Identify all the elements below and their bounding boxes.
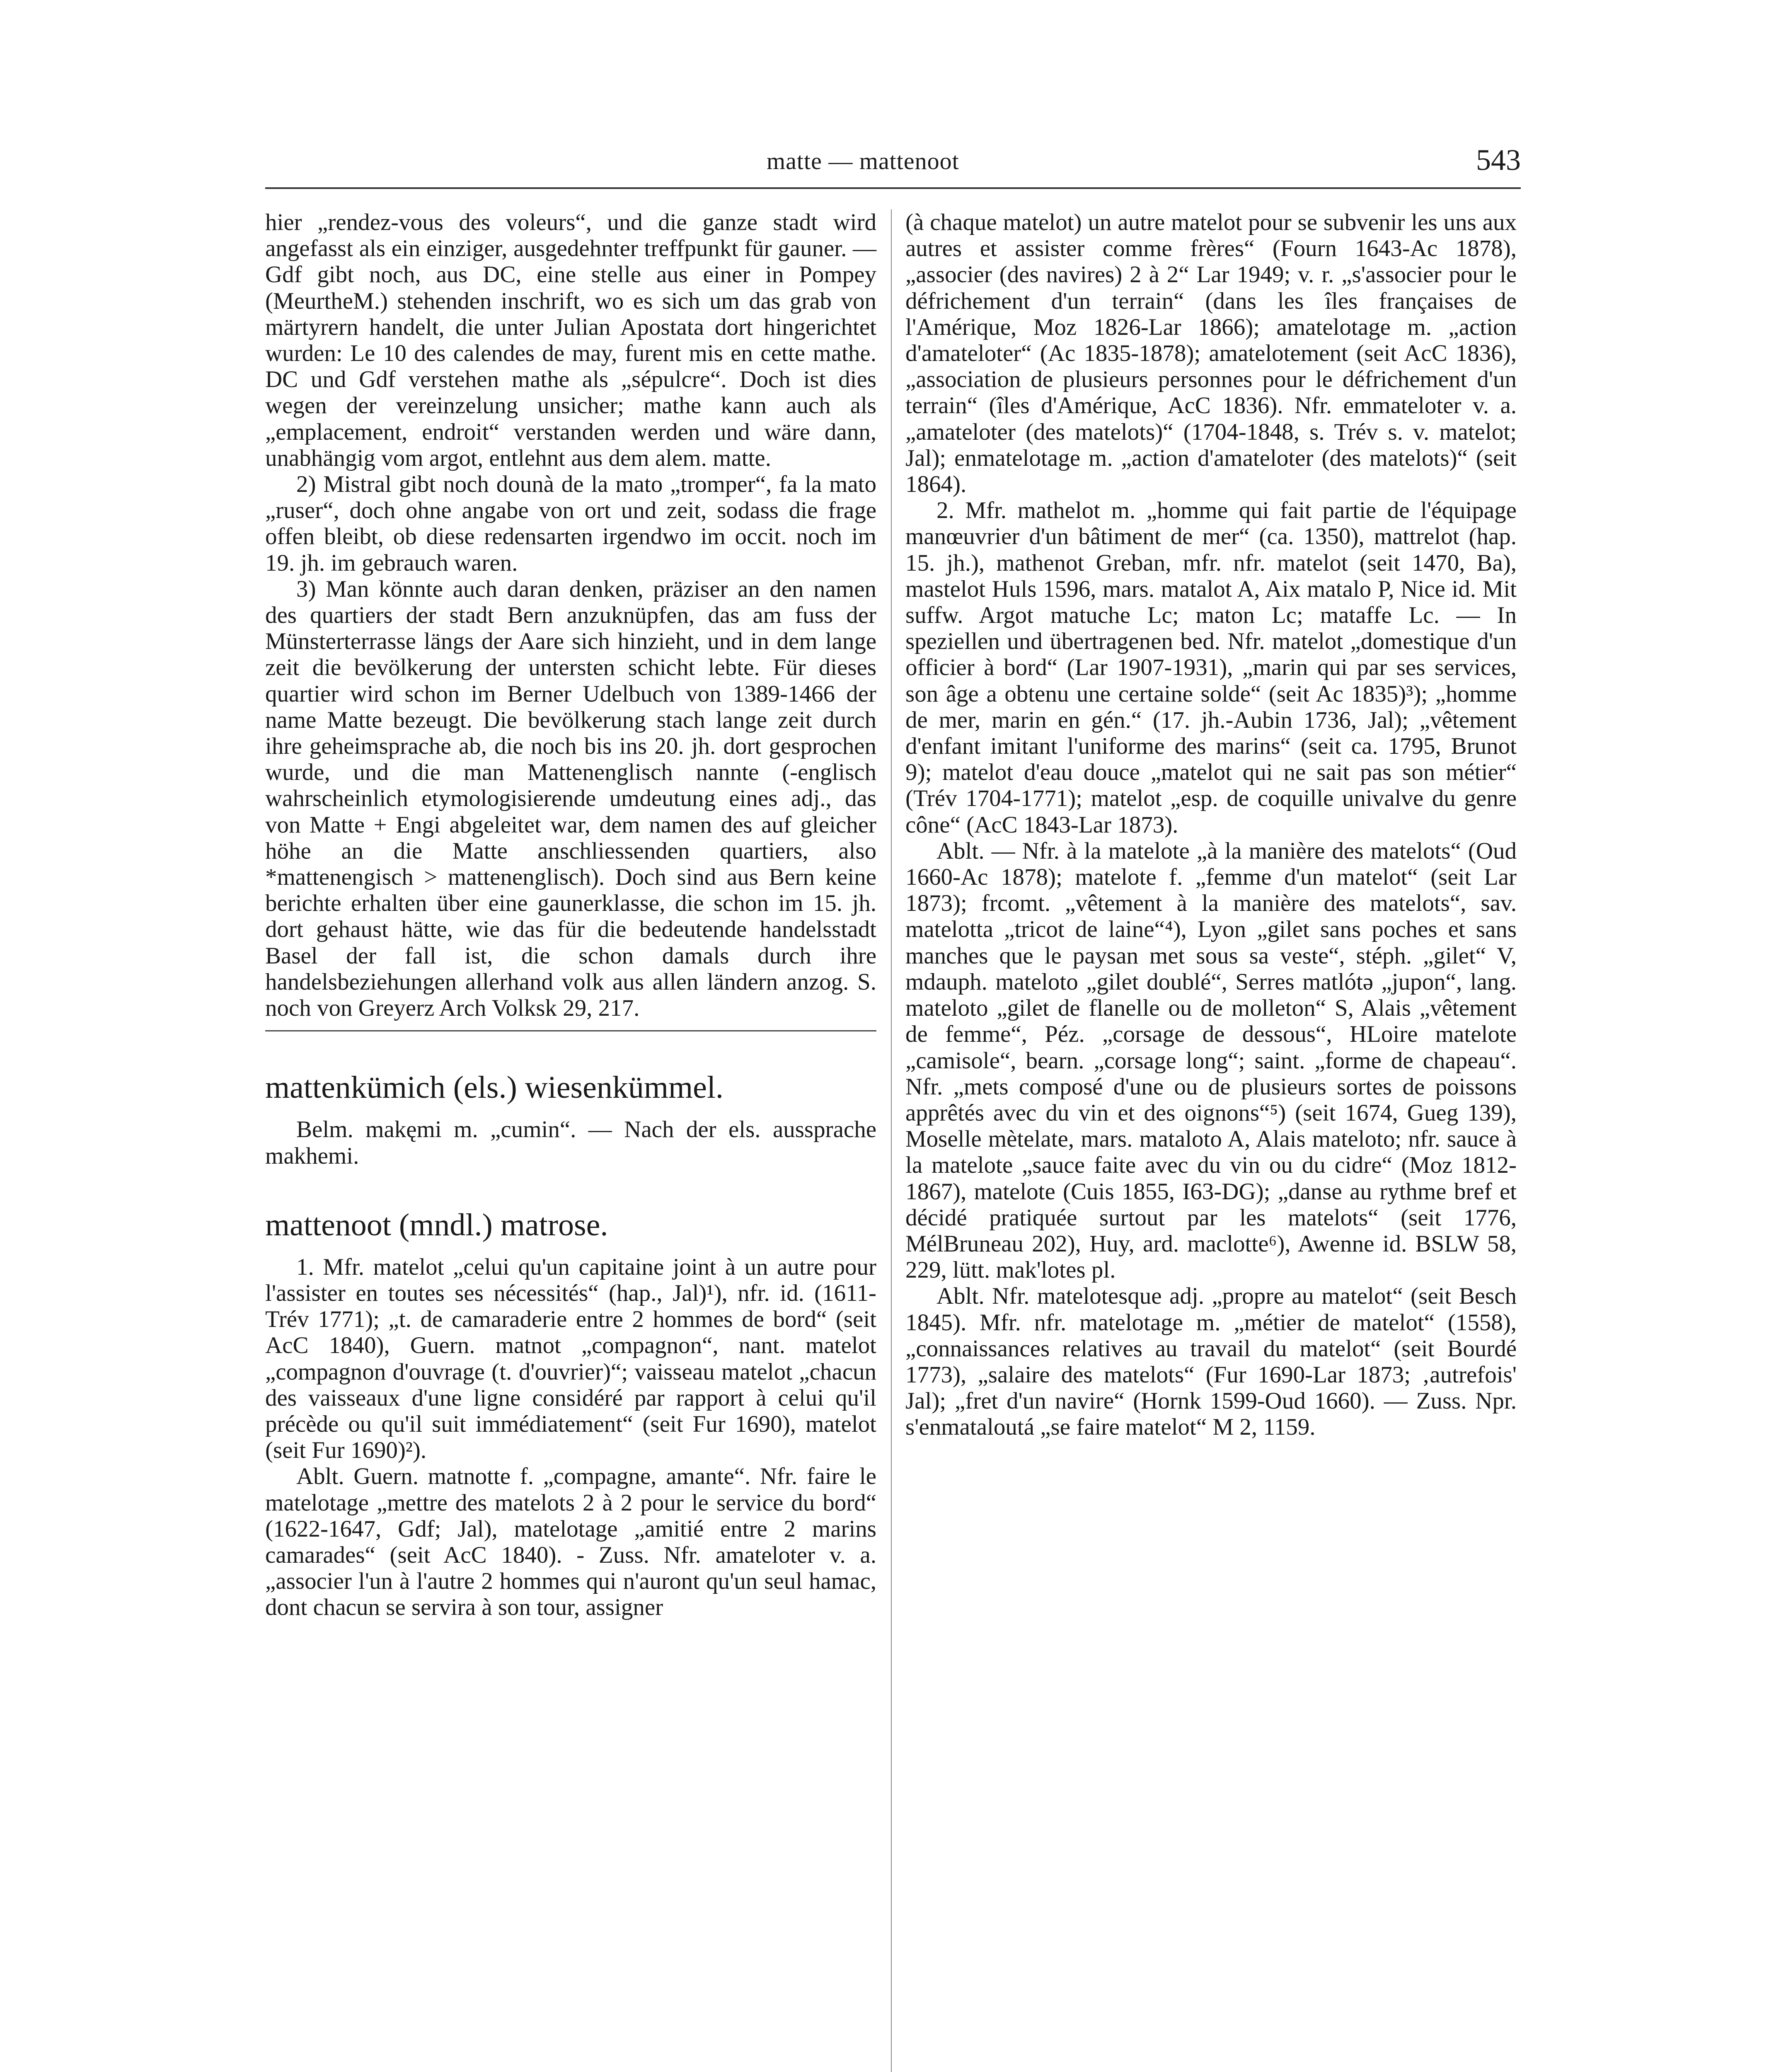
entry-continuation: (à chaque matelot) un autre matelot pour se subvenir les uns aux autres et assister comme frères“ (Fourn 1643-Ac 1878), „associer (des navires) 2 à 2“ Lar 1949; v. r. „s'associer pour le défrichement d'un terrain“ (dans les îles françaises de l'Amérique, Moz 1826-Lar 1866); amatelotage m. „action d'amateloter“ (Ac 1835-1878); amatelotement (seit AcC 1836), „association de plusieurs personnes pour le défrichement d'un terrain“ (îles d'Amérique, AcC 1836). Nfr. emmateloter v. a. „amateloter (des matelots)“ (1704-1848, s. Trév s. v. matelot; Jal); enmatelotage m. „action d'amateloter (des matelots)“ (seit 1864). (905, 209, 1517, 498)
running-header (265, 143, 1521, 189)
column-divider (891, 209, 892, 2072)
paragraph-continuation: hier „rendez-vous des voleurs“, und die ganze stadt wird angefasst als ein einziger, ausgedehnter treffpunkt für gauner. — Gdf gibt noch, aus DC, eine stelle aus einer in Pompey (MeurtheM.) stehenden inschrift, wo es sich um das grab von märtyrern handelt, die unter Julian Apostata dort hingerichtet wurden: Le 10 des calendes de may, furent mis en cette mathe. DC und Gdf verstehen mathe als „sépulcre“. Doch ist dies wegen der vereinzelung unsicher; mathe kann auch als „emplacement, endroit“ verstanden werden und wäre dann, unabhängig vom argot, entlehnt aus dem alem. matte. (265, 209, 876, 471)
header-rule (265, 187, 1521, 189)
entry-mattenoot-2: 2. Mfr. mathelot m. „homme qui fait partie de l'équipage manœuvrier d'un bâtiment de mer“ (ca. 1350), mattrelot (hap. 15. jh.), mathenot Greban, mfr. nfr. matelot (seit 1470, Ba), mastelot Huls 1596, mars. matalot A, Aix matalo P, Nice id. Mit suffw. Argot matuche Lc; maton Lc; mataffe Lc. — In speziellen und übertragenen bed. Nfr. matelot „domestique d'un officier à bord“ (Lar 1907-1931), „marin qui par ses services, son âge a obtenu une certaine solde“ (seit Ac 1835)³); „homme de mer, marin en gén.“ (17. jh.-Aubin 1736, Jal); „vêtement d'enfant imitant l'uniforme des marins“ (seit ca. 1795, Brunot 9); matelot d'eau douce „matelot qui ne sait pas son métier“ (Trév 1704-1771); matelot „esp. de coquille univalve du genre cône“ (AcC 1843-Lar 1873). (905, 497, 1517, 838)
entry-mattenoot-1: 1. Mfr. matelot „celui qu'un capitaine joint à un autre pour l'assister en toutes ses nécessités“ (hap., Jal)¹), nfr. id. (1611-Trév 1771); „t. de camaraderie entre 2 hommes de bord“ (seit AcC 1840), Guern. matnot „compagnon“, nant. matelot „compagnon d'ouvrage (t. d'ouvrier)“; vaisseau matelot „chacun des vaisseaux d'une ligne considéré par rapport à celui qu'il précède ou qu'il suit immédiatement“ (seit Fur 1690), matelot (seit Fur 1690)²). (265, 1254, 876, 1464)
page-number: 543 (1476, 143, 1521, 177)
entry-ablt-matelote: Ablt. — Nfr. à la matelote „à la manière des matelots“ (Oud 1660-Ac 1878); matelote f. „femme d'un matelot“ (seit Lar 1873); frcomt. „vêtement à la manière des matelots“, sav. matelotta „tricot de laine“⁴), Lyon „gilet sans poches et sans manches que le paysan met sous sa veste“, stéph. „gilet“ V, mdauph. mateloto „gilet doublé“, Serres matlótə „jupon“, lang. mateloto „gilet de flanelle ou de molleton“ S, Alais „vêtement de femme“, Péz. „corsage de dessous“, HLoire matelote „camisole“, bearn. „corsage long“; saint. „forme de chapeau“. Nfr. „mets composé d'une ou de plusieurs sortes de poissons apprêtés avec du vin et des oignons“⁵) (seit 1674, Gueg 139), Moselle mètelate, mars. mataloto A, Alais mateloto; nfr. sauce à la matelote „sauce faite avec du vin ou du cidre“ (Moz 1812-1867), matelote (Cuis 1855, I63-DG); „danse au rythme bref et décidé pratiquée surtout par les matelots“ (seit 1776, MélBruneau 202), Huy, ard. maclotte⁶), Awenne id. BSLW 58, 229, lütt. mak'lotes pl. (905, 838, 1517, 1283)
lemma-mattenoot: mattenoot (mndl.) matrose. (265, 1207, 608, 1242)
footnote-2: 2) Mistral gibt noch dounà de la mato „tromper“, fa la mato „ruser“, doch ohne angabe von ort und zeit, sodass die frage offen bleibt, ob diese redensarten irgendwo im occit. noch im 19. jh. im gebrauch waren. (265, 471, 876, 576)
running-title: matte — mattenoot (767, 148, 959, 174)
left-column (265, 209, 876, 1621)
entry-divider (265, 1030, 876, 1031)
footnote-3: 3) Man könnte auch daran denken, präziser an den namen des quartiers der stadt Bern anzuknüpfen, das am fuss der Münsterterrasse längs der Aare sich hinzieht, und in dem lange zeit die bevölkerung der untersten schicht lebte. Für dieses quartier wird schon im Berner Udelbuch von 1389-1466 der name Matte bezeugt. Die bevölkerung stach lange zeit durch ihre geheimsprache ab, die noch bis ins 20. jh. dort gesprochen wurde, und die man Mattenenglisch nannte (-englisch wahrscheinlich etymologisierende umdeutung eines adj., das von Matte + Engi abgeleitet war, dem namen des auf gleicher höhe an die Matte anschliessenden quartiers, also *mattenengisch > mattenenglisch). Doch sind aus Bern keine berichte erhalten über eine gaunerklasse, die schon im 15. jh. dort gehaust hätte, wie das für die bedeutende handelsstadt Basel der fall ist, die schon damals durch ihre handelsbeziehungen allerhand volk aus allen ländern anzog. S. noch von Greyerz Arch Volksk 29, 217. (265, 576, 876, 1021)
right-column (905, 209, 1517, 1440)
entry-mattenkuemich: Belm. makęmi m. „cumin“. — Nach der els. aussprache makhemi. (265, 1116, 876, 1169)
lemma-mattenkuemich: mattenkümich (els.) wiesenkümmel. (265, 1070, 724, 1105)
entry-ablt-matelotesque: Ablt. Nfr. matelotesque adj. „propre au matelot“ (seit Besch 1845). Mfr. nfr. matelotage m. „métier de matelot“ (1558), „connaissances relatives au travail du matelot“ (seit Bourdé 1773), „salaire des matelots“ (Fur 1690-Lar 1873; ‚autrefois' Jal); „fret d'un navire“ (Hornk 1599-Oud 1660). — Zuss. Npr. s'enmataloutá „se faire matelot“ M 2, 1159. (905, 1283, 1517, 1440)
entry-mattenoot-ablt: Ablt. Guern. matnotte f. „compagne, amante“. Nfr. faire le matelotage „mettre des matelots 2 à 2 pour le service du bord“ (1622-1647, Gdf; Jal), matelotage „amitié entre 2 marins camarades“ (seit AcC 1840). - Zuss. Nfr. amateloter v. a. „associer l'un à l'autre 2 hommes qui n'auront qu'un seul hamac, dont chacun se servira à son tour, assigner (265, 1463, 876, 1621)
